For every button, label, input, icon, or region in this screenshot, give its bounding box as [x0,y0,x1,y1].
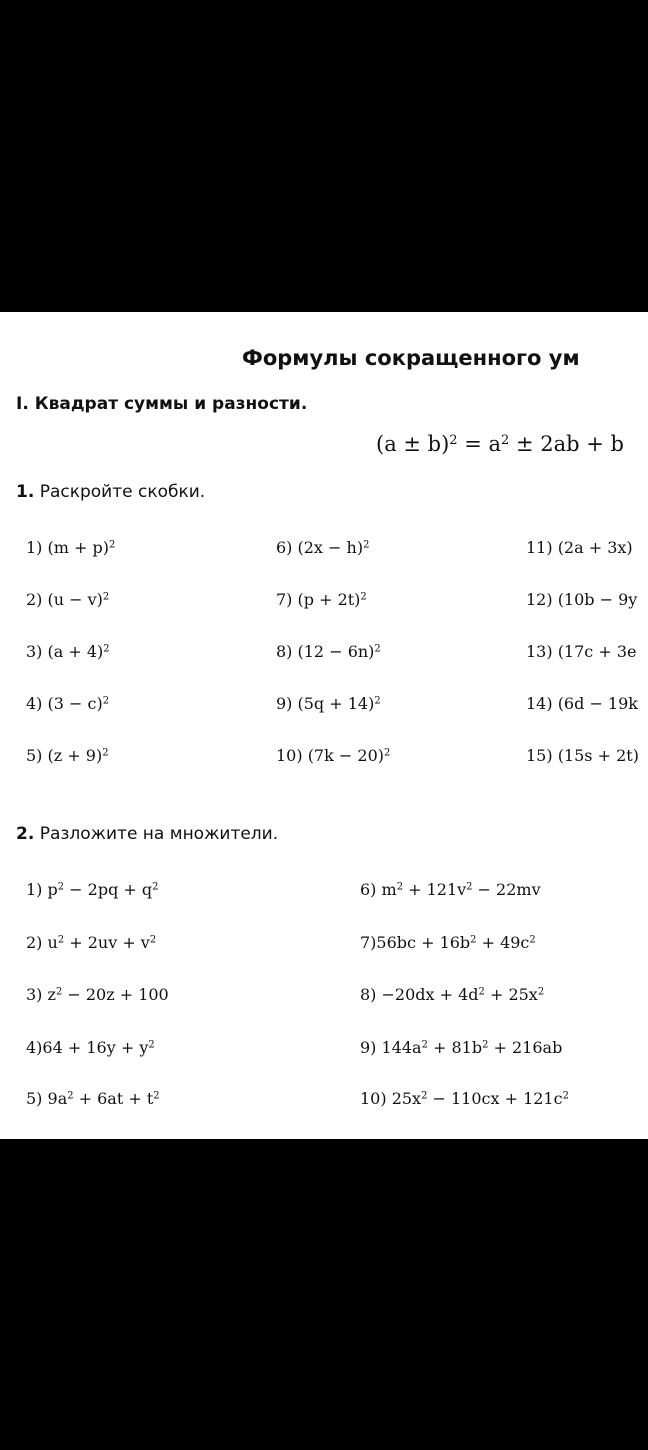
task1-item-12: 12) (10b − 9y [526,590,638,609]
task1-item-11: 11) (2a + 3x) [526,538,633,557]
task2-item-7: $7)56bc + 16b^2 + 49c^2$ [360,933,536,952]
task1-item-3: 3) $(a + 4)^2$ [26,642,110,661]
task1-item-2: 2) $(u - v)^2$ [26,590,110,609]
task1-item-13: 13) (17c + 3e [526,642,637,661]
task2-heading [16,824,278,844]
task1-item-4: 4) $(3 - c)^2$ [26,694,110,713]
task2-item-3: 3) $z^2 - 20z + 100$ [26,985,169,1004]
task2-number: 2. [16,824,35,844]
task1-text: Раскройте скобки. [39,482,206,502]
task1-item-6: 6) $(2x - h)^2$ [276,538,370,557]
task1-item-8: 8) $(12 - 6n)^2$ [276,642,381,661]
task1-item-5: 5) $(z + 9)^2$ [26,746,109,765]
page-title: Формулы сокращенного ум [242,346,580,370]
task1-item-15: 15) (15s + 2t) [526,746,639,765]
task2-item-5: 5) $9a^2 + 6at + t^2$ [26,1089,160,1108]
task1-item-10: 10) $(7k - 20)^2$ [276,746,391,765]
task1-number: 1. [16,482,35,502]
task1-item-9: 9) $(5q + 14)^2$ [276,694,381,713]
task1-item-14: 14) (6d − 19k [526,694,638,713]
task1-item-1: 1) $(m + p)^2$ [26,538,116,557]
worksheet-page [0,312,648,1139]
square-formula: $(a \pm b)^2 = a^2 \pm 2ab + b$ [376,432,624,456]
task1-heading [16,482,205,502]
task2-text: Разложите на множители. [39,824,279,844]
task2-item-9: 9) $144a^2 + 81b^2 + 216ab$ [360,1038,563,1057]
task2-item-1: 1) $p^2 - 2pq + q^2$ [26,880,159,899]
task2-item-4: $4)64 + 16y + y^2$ [26,1038,155,1057]
task2-item-8: $8) -20dx + 4d^2 + 25x^2$ [360,985,545,1004]
task2-item-2: 2) $u^2 + 2uv + v^2$ [26,933,157,952]
task2-item-10: 10) $25x^2 - 110cx + 121c^2$ [360,1089,569,1108]
task1-item-7: 7) $(p + 2t)^2$ [276,590,367,609]
section-heading: I. Квадрат суммы и разности. [16,394,308,414]
task2-item-6: 6) $m^2 + 121v^2 - 22mv$ [360,880,541,899]
